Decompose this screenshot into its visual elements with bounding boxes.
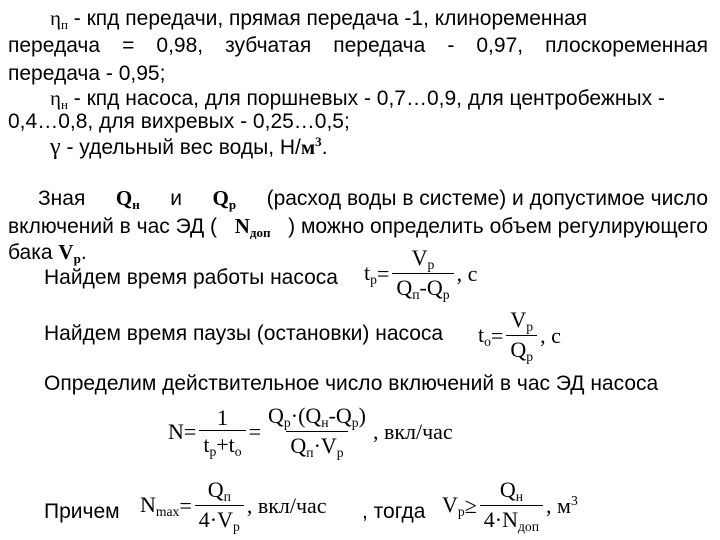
text-line-3: передача - 0,95; (8, 62, 166, 85)
n-max-formula: $N_{max}$ = $\frac{Q_п}{4\cdot V_р}$ , вкл/час (140, 477, 327, 535)
v-p-formula: $V_р$ ≥ $\frac{Q_н}{4\cdot N_{доп}}$ , $м^3$ (442, 477, 578, 535)
definition-eta-n (50, 86, 665, 113)
pause-time-fraction: $\frac{V_р}{Q_р}$ (506, 308, 537, 365)
work-time-formula: $t_р$ = $\frac{V_р}{Q_п-Q_р}$ , с (364, 245, 478, 303)
work-time-label: Найдем время работы насоса (44, 266, 338, 289)
n-max-fraction: $\frac{Q_п}{4\cdot V_р}$ (195, 478, 244, 535)
definition-eta-p (50, 6, 587, 33)
actual-count-formula: N = $\frac{1}{t_р+t_о}$ = $\frac{Q_р\cdot(Q_н-Q_р)}{Q_п\cdot V_р}$ , вкл/час (168, 403, 453, 461)
paragraph-line-3: бака $V_р$. (8, 240, 87, 266)
q-r-symbol: $Q_р$ (212, 186, 237, 212)
prichem-label: Причем (44, 500, 120, 523)
text-line-5: 0,4…0,8, для вихревых - 0,25…0,5; (8, 110, 350, 133)
work-time-fraction: $\frac{V_р}{Q_п-Q_р}$ (392, 246, 453, 303)
definition-eta-p-text: - кпд передачи, прямая передача -1, клиноременная (73, 7, 588, 30)
definition-eta-n-text: - кпд насоса, для поршневых - 0,7…0,9, для центробежных - (73, 87, 665, 110)
v-p-fraction: $\frac{Q_н}{4\cdot N_{доп}}$ (480, 478, 543, 535)
n-don-symbol: $N_{доп}$ (234, 214, 271, 240)
eta-p-symbol: $\eta_п$ (50, 6, 68, 32)
actual-count-fraction-2: $\frac{Q_р\cdot(Q_н-Q_р)}{Q_п\cdot V_р}$ (268, 403, 366, 461)
pause-time-label: Найдем время паузы (остановки) насоса (44, 322, 444, 345)
q-n-symbol: $Q_н$ (115, 186, 140, 212)
definition-gamma: γ - удельный вес воды, $Н/м^3$. (50, 134, 328, 160)
eta-n-symbol: $\eta_н$ (50, 86, 68, 112)
definition-gamma-text: - удельный вес воды, Н/ (66, 136, 301, 159)
actual-count-label: Определим действительное число включений в час ЭД насоса (44, 372, 659, 395)
pause-time-formula: $t_о$ = $\frac{V_р}{Q_р}$ , с (478, 307, 561, 365)
gamma-symbol: γ (50, 134, 61, 160)
paragraph-line-2: включений в час ЭД ( $N_{доп}$ ) можно определить объем регулирующего (8, 214, 708, 240)
text-line-2: передача = 0,98, зубчатая передача - 0,97, плоскоременная (8, 34, 708, 57)
v-p-symbol: $V_р$ (58, 240, 81, 266)
togda-label: , тогда (362, 500, 426, 523)
unit-m3: $м^3$ (300, 134, 322, 159)
actual-count-fraction-1: $\frac{1}{t_р+t_о}$ (199, 406, 245, 459)
paragraph-line-1: Зная $Q_н$ и $Q_р$ (расход воды в системе) и допустимое число (38, 186, 708, 212)
